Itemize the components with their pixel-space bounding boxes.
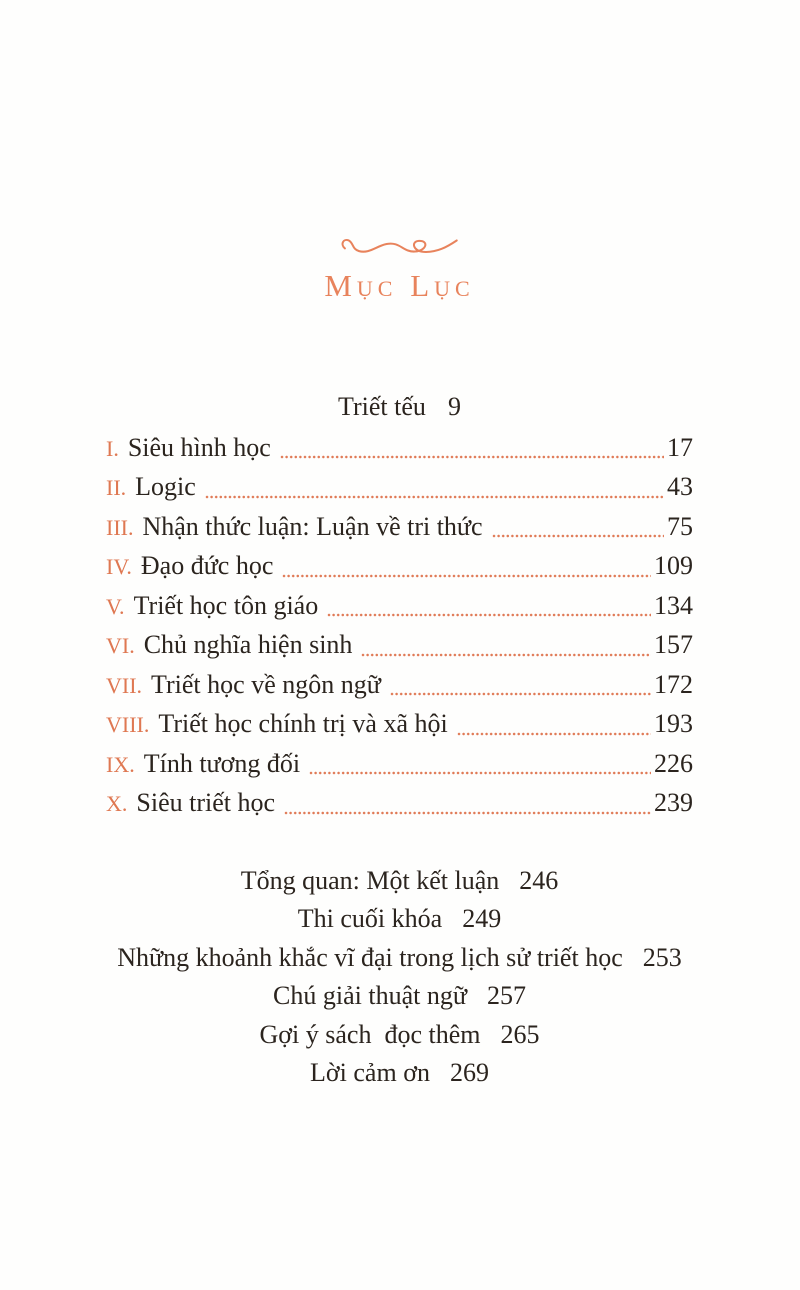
dot-leader [492, 534, 664, 538]
back-matter-page-number: 269 [449, 1058, 489, 1087]
back-matter-label: Thi cuối khóa [297, 904, 443, 933]
dot-leader [284, 811, 651, 815]
back-matter-entry [106, 862, 693, 901]
chapter-list [106, 429, 693, 824]
back-matter-page-number: 253 [642, 942, 682, 972]
toc-chapter-entry [106, 547, 693, 587]
dot-leader [327, 613, 651, 617]
chapter-numeral: II. [106, 475, 127, 500]
back-matter-page-number: 257 [486, 981, 526, 1010]
intro-label: Triết tếu [338, 392, 426, 421]
back-matter-label: Gợi ý sách đọc thêm [259, 1019, 481, 1049]
back-matter-label: Lời cảm ơn [310, 1058, 430, 1087]
back-matter-entry [106, 1016, 693, 1055]
toc-chapter-entry [106, 666, 693, 706]
chapter-title: Nhận thức luận: Luận về tri thức [142, 511, 483, 541]
dot-leader [361, 653, 651, 657]
chapter-title: Siêu triết học [136, 788, 276, 817]
chapter-numeral: IX. [106, 751, 135, 777]
dot-leader [390, 692, 651, 696]
chapter-page-number: 75 [667, 511, 693, 541]
chapter-numeral: IV. [106, 554, 132, 579]
toc-chapter-entry [106, 587, 693, 627]
back-matter-label: Những khoảnh khắc vĩ đại trong lịch sử triết học [117, 942, 623, 972]
chapter-numeral: VI. [106, 633, 135, 658]
back-matter-page-number: 265 [500, 1019, 540, 1049]
back-matter-label: Chú giải thuật ngữ [273, 981, 467, 1010]
toc-chapter-entry [106, 429, 693, 469]
chapter-title: Logic [135, 472, 196, 501]
chapter-numeral: VII. [106, 672, 143, 698]
dot-leader [282, 574, 651, 578]
ornament-container [106, 230, 693, 264]
chapter-page-number: 239 [654, 788, 693, 817]
chapter-page-number: 193 [654, 709, 693, 738]
chapter-page-number: 226 [654, 748, 693, 778]
chapter-title: Đạo đức học [140, 551, 274, 580]
back-matter-label: Tổng quan: Một kết luận [240, 865, 500, 895]
chapter-page-number: 172 [654, 669, 693, 699]
toc-chapter-entry [106, 468, 693, 508]
chapter-numeral: I. [106, 435, 119, 461]
chapter-title: Triết học về ngôn ngữ [151, 669, 381, 699]
toc-intro-entry [106, 388, 693, 427]
back-matter-entry [106, 977, 693, 1016]
chapter-numeral: V. [106, 593, 125, 619]
back-matter-list [106, 862, 693, 1093]
chapter-title: Triết học tôn giáo [133, 590, 319, 620]
chapter-numeral: VIII. [106, 712, 150, 737]
chapter-numeral: III. [106, 514, 134, 540]
toc-chapter-entry [106, 784, 693, 824]
back-matter-entry [106, 939, 693, 978]
back-matter-page-number: 249 [462, 904, 502, 933]
chapter-title: Triết học chính trị và xã hội [158, 709, 448, 738]
toc-chapter-entry [106, 626, 693, 666]
chapter-title: Tính tương đối [143, 748, 301, 778]
page-title: Mục Lục [324, 268, 475, 303]
chapter-page-number: 43 [667, 472, 693, 501]
dot-leader [309, 771, 651, 775]
chapter-title: Siêu hình học [127, 432, 271, 462]
chapter-page-number: 17 [667, 432, 693, 462]
chapter-title: Chủ nghĩa hiện sinh [143, 630, 353, 659]
back-matter-entry [106, 1054, 693, 1093]
back-matter-page-number: 246 [519, 865, 559, 895]
dot-leader [280, 455, 664, 459]
intro-page-number: 9 [447, 392, 461, 421]
chapter-page-number: 134 [654, 590, 693, 620]
chapter-numeral: X. [106, 791, 128, 816]
dot-leader [457, 732, 651, 736]
toc-chapter-entry [106, 745, 693, 785]
dot-leader [205, 495, 664, 499]
toc-chapter-entry [106, 508, 693, 548]
chapter-page-number: 109 [654, 551, 693, 580]
flourish-ornament-icon [337, 230, 463, 262]
toc-chapter-entry [106, 705, 693, 745]
back-matter-entry [106, 900, 693, 939]
chapter-page-number: 157 [654, 630, 693, 659]
